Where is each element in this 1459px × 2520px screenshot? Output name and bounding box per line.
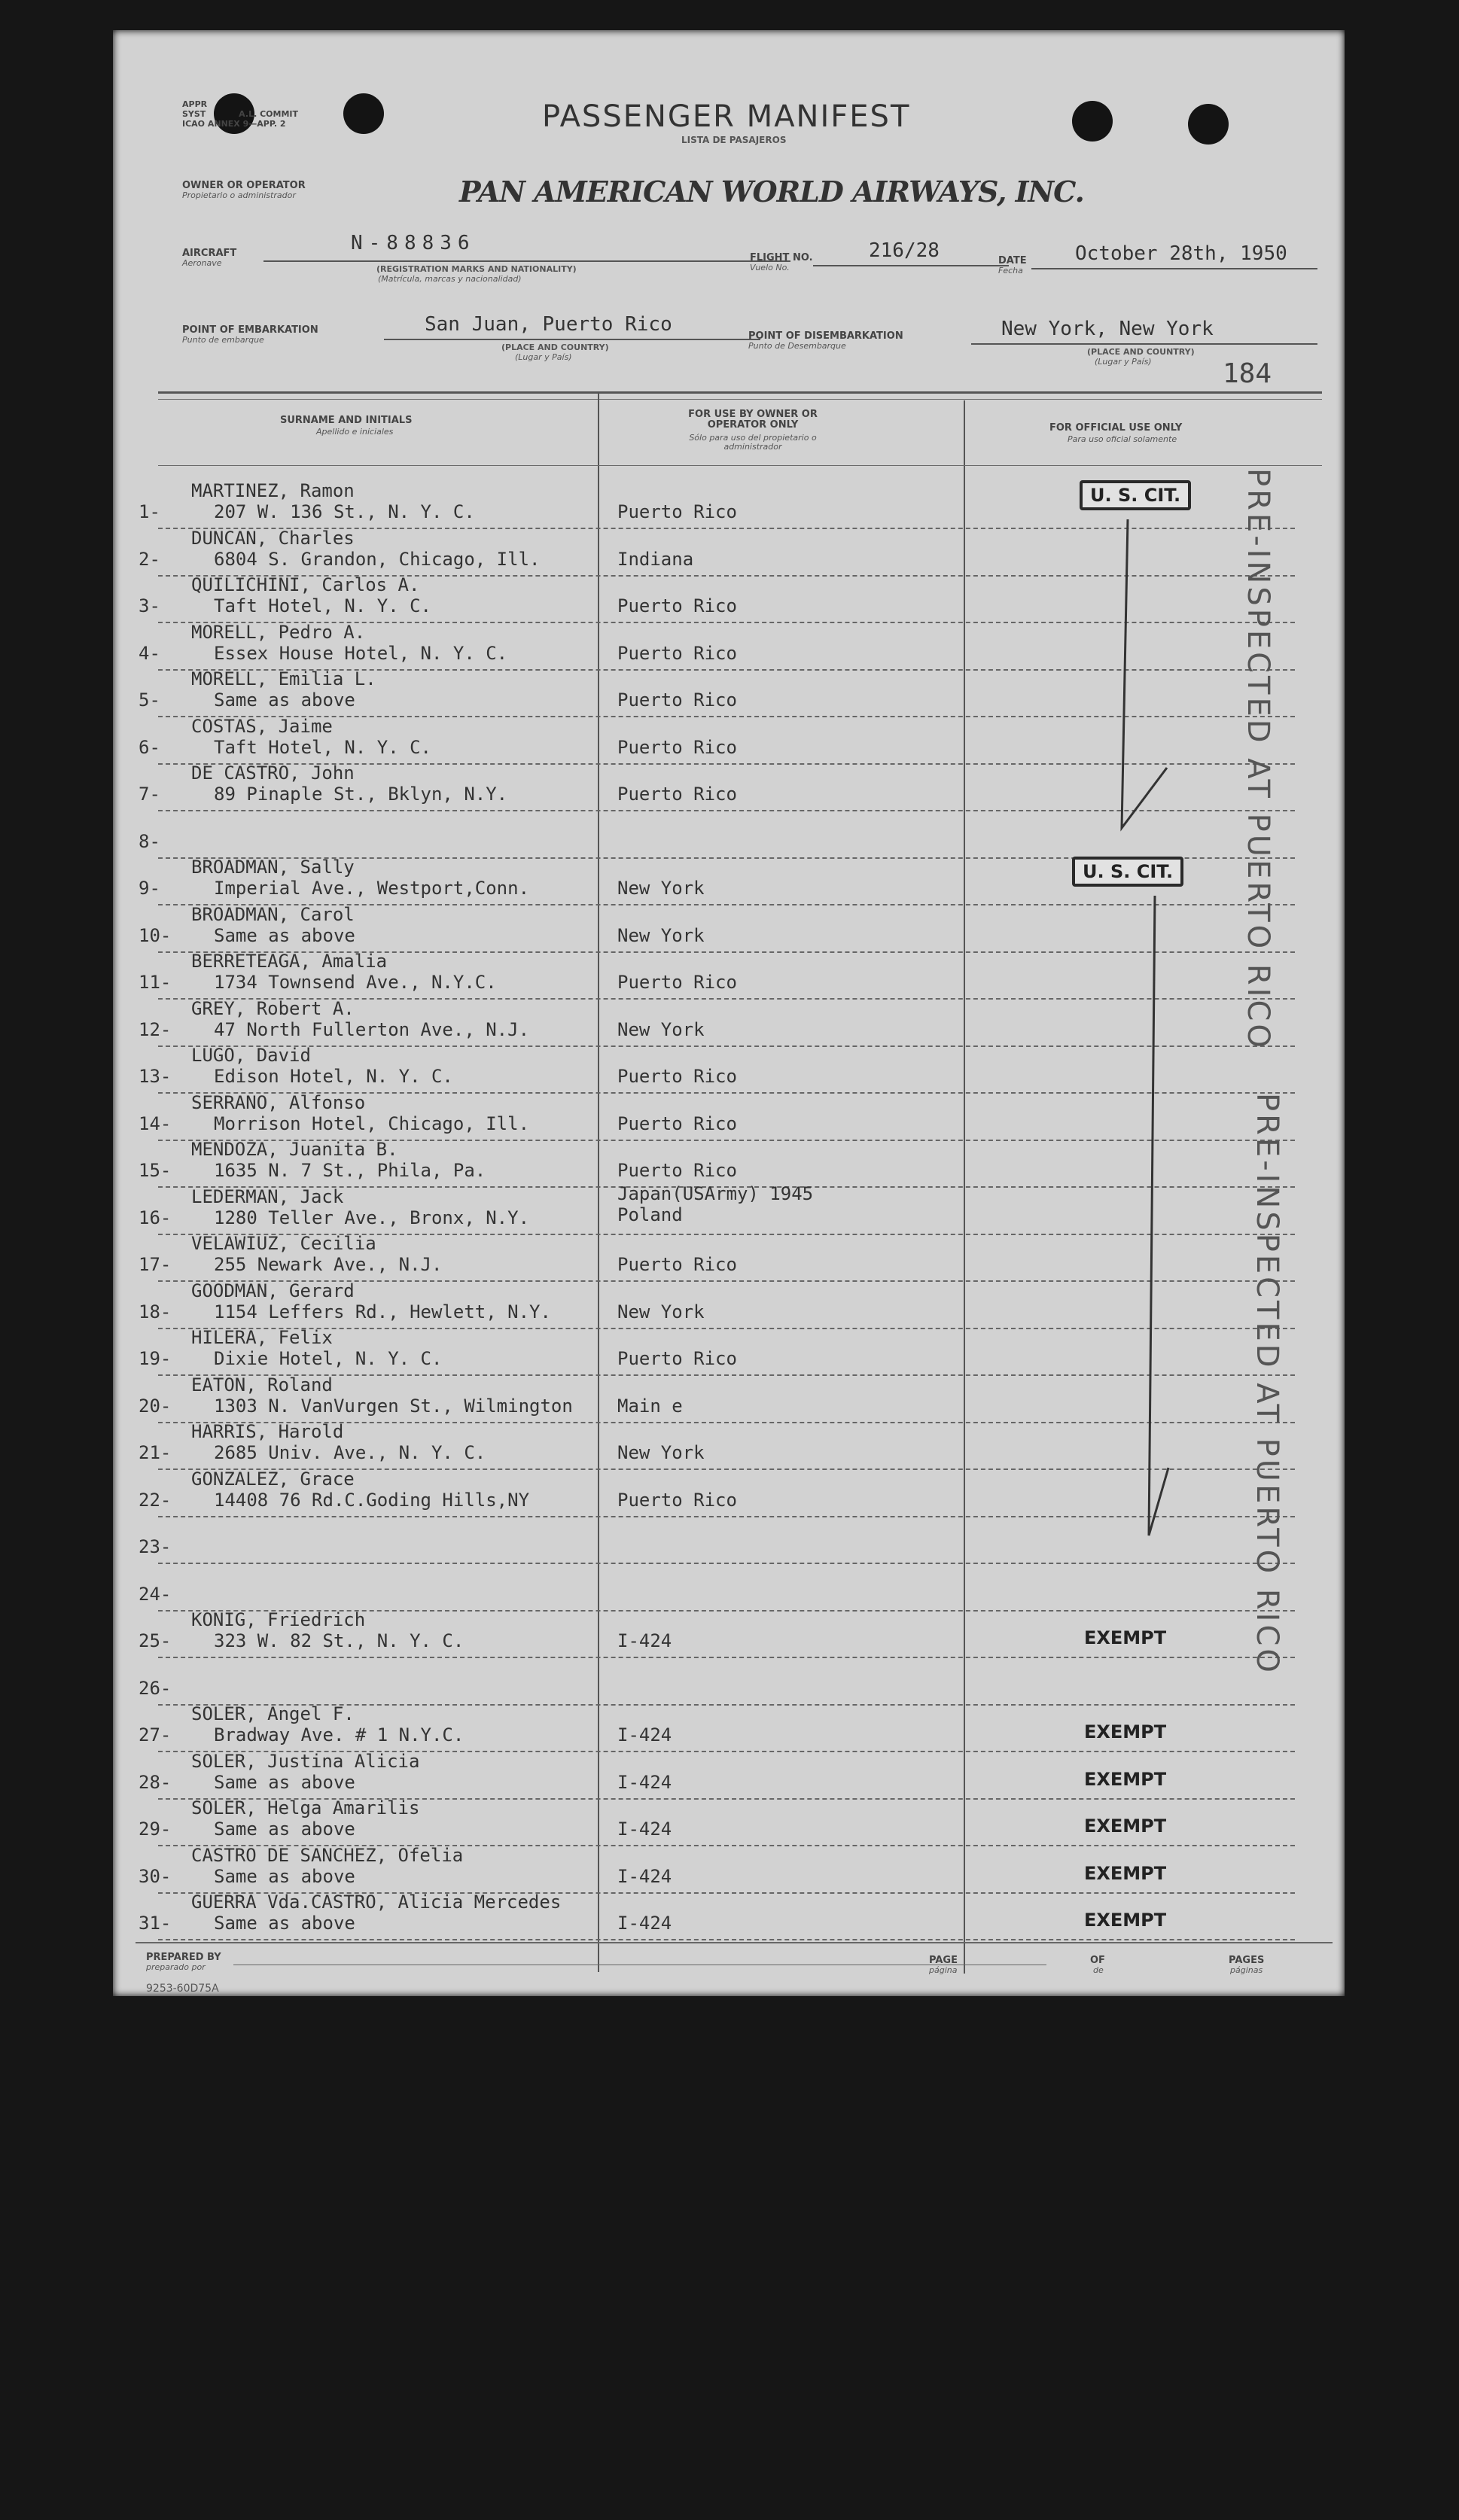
- row-number: 31-: [139, 1913, 172, 1934]
- passenger-address: 89 Pinaple St., Bklyn, N.Y.: [214, 784, 508, 805]
- row-number: 20-: [139, 1395, 172, 1417]
- row-number: 12-: [139, 1019, 172, 1040]
- embark-value: San Juan, Puerto Rico: [425, 313, 672, 336]
- passenger-name: MORELL, Emilia L.: [191, 668, 376, 689]
- row-number: 5-: [139, 689, 160, 711]
- passenger-name: SOLER, Justina Alicia: [191, 1751, 420, 1772]
- passenger-origin: Main e: [617, 1395, 683, 1417]
- approval-line: ICAO ANNEX 9—APP. 2: [182, 119, 286, 129]
- embark-place-sub: (PLACE AND COUNTRY): [501, 342, 609, 352]
- passenger-name: COSTAS, Jaime: [191, 716, 333, 737]
- row-number: 14-: [139, 1113, 172, 1134]
- row-number: 8-: [139, 831, 160, 852]
- passenger-name: VELAWIUZ, Cecilia: [191, 1233, 376, 1254]
- punch-hole-3: [1072, 101, 1113, 142]
- page-number: 184: [1223, 358, 1272, 389]
- row-number: 26-: [139, 1678, 172, 1699]
- passenger-origin: Indiana: [617, 549, 694, 570]
- col-header-surname-es: Apellido e iniciales: [316, 427, 394, 437]
- row-number: 17-: [139, 1254, 172, 1275]
- prepared-by-label-es: preparado por: [146, 1962, 206, 1972]
- passenger-name: GONZALEZ, Grace: [191, 1468, 355, 1490]
- passenger-name: SOLER, Helga Amarilis: [191, 1797, 420, 1818]
- passenger-name: GREY, Robert A.: [191, 998, 355, 1019]
- check-bracket-1: [1092, 512, 1182, 843]
- passenger-name: DE CASTRO, John: [191, 762, 355, 784]
- passenger-name: SOLER, Angel F.: [191, 1703, 355, 1724]
- passenger-origin: Puerto Rico: [617, 1490, 737, 1511]
- col-header-owner-use-text: FOR USE BY OWNER OR OPERATOR ONLY: [688, 409, 818, 431]
- embark-label: POINT OF EMBARKATION: [182, 324, 318, 336]
- passenger-origin: Puerto Rico: [617, 643, 737, 664]
- embark-label-es: Punto de embarque: [182, 335, 264, 345]
- col-header-owner-use-es-text: Sólo para uso del propietario o administrador: [689, 433, 817, 452]
- flight-label-es: Vuelo No.: [750, 263, 790, 272]
- aircraft-value: N-88836: [351, 232, 476, 254]
- of-label: OF: [1090, 1955, 1105, 1966]
- passenger-name: EATON, Roland: [191, 1374, 333, 1395]
- passenger-address: Same as above: [214, 1913, 355, 1934]
- passenger-name: BROADMAN, Sally: [191, 857, 355, 878]
- col-header-official: FOR OFFICIAL USE ONLY: [1049, 422, 1183, 434]
- passenger-origin: I-424: [617, 1866, 672, 1887]
- passenger-origin: Puerto Rico: [617, 784, 737, 805]
- exempt-stamp: EXEMPT: [1084, 1815, 1167, 1837]
- table-row: [113, 1893, 1317, 1940]
- passenger-origin: I-424: [617, 1630, 672, 1651]
- exempt-stamp: EXEMPT: [1084, 1769, 1167, 1790]
- passenger-origin: Puerto Rico: [617, 1160, 737, 1181]
- passenger-address: 1154 Leffers Rd., Hewlett, N.Y.: [214, 1301, 551, 1322]
- passenger-address: 2685 Univ. Ave., N. Y. C.: [214, 1442, 486, 1463]
- flight-label: FLIGHT NO.: [750, 252, 813, 263]
- owner-name: PAN AMERICAN WORLD AIRWAYS, INC.: [459, 175, 1084, 208]
- passenger-address: Same as above: [214, 1772, 355, 1793]
- passenger-address: Bradway Ave. # 1 N.Y.C.: [214, 1724, 465, 1745]
- passenger-address: 255 Newark Ave., N.J.: [214, 1254, 443, 1275]
- punch-hole-2: [343, 93, 384, 134]
- row-number: 21-: [139, 1442, 172, 1463]
- passenger-origin: Puerto Rico: [617, 1348, 737, 1369]
- passenger-address: 1734 Townsend Ave., N.Y.C.: [214, 972, 497, 993]
- approval-line: APPR: [182, 99, 208, 109]
- table-row: [113, 1752, 1317, 1800]
- table-row: [113, 1799, 1317, 1846]
- row-number: 27-: [139, 1724, 172, 1745]
- approval-line: SYST: [182, 109, 206, 119]
- passenger-name: BERRETEAGA, Amalia: [191, 951, 388, 972]
- passenger-name: MENDOZA, Juanita B.: [191, 1139, 398, 1160]
- passenger-address: Same as above: [214, 689, 355, 711]
- disembark-place-sub-es: (Lugar y País): [1095, 357, 1152, 367]
- row-number: 18-: [139, 1301, 172, 1322]
- passenger-name: KONIG, Friedrich: [191, 1609, 366, 1630]
- passenger-address: Imperial Ave., Westport,Conn.: [214, 878, 530, 899]
- passenger-address: 323 W. 82 St., N. Y. C.: [214, 1630, 465, 1651]
- date-label: DATE: [998, 255, 1027, 266]
- col-header-surname: SURNAME AND INITIALS: [280, 415, 413, 426]
- passenger-name: DUNCAN, Charles: [191, 528, 355, 549]
- col-header-owner-use-es: [670, 434, 836, 452]
- passenger-address: 207 W. 136 St., N. Y. C.: [214, 501, 475, 522]
- passenger-origin: New York: [617, 1301, 705, 1322]
- row-number: 9-: [139, 878, 160, 899]
- aircraft-label-es: Aeronave: [182, 258, 222, 268]
- pages-label-es: páginas: [1230, 1965, 1263, 1975]
- exempt-stamp: EXEMPT: [1084, 1627, 1167, 1648]
- of-label-es: de: [1093, 1965, 1104, 1975]
- passenger-address: Essex House Hotel, N. Y. C.: [214, 643, 508, 664]
- passenger-address: 1635 N. 7 St., Phila, Pa.: [214, 1160, 486, 1181]
- row-number: 24-: [139, 1584, 172, 1605]
- passenger-address: 1280 Teller Ave., Bronx, N.Y.: [214, 1207, 530, 1228]
- passenger-origin: Puerto Rico: [617, 1113, 737, 1134]
- disembark-label: POINT OF DISEMBARKATION: [748, 330, 903, 342]
- form-number: 9253-60D75A: [146, 1983, 219, 1995]
- approval-line: A.L. COMMIT: [239, 109, 298, 119]
- aircraft-sub-es: (Matrícula, marcas y nacionalidad): [378, 274, 522, 284]
- passenger-address: Same as above: [214, 925, 355, 946]
- passenger-address: Dixie Hotel, N. Y. C.: [214, 1348, 443, 1369]
- table-row: [113, 1705, 1317, 1752]
- flight-value: 216/28: [869, 239, 940, 262]
- uscit-stamp-2: U. S. CIT.: [1072, 857, 1183, 887]
- prepared-by-label: PREPARED BY: [146, 1952, 221, 1963]
- date-value: October 28th, 1950: [1075, 242, 1287, 265]
- row-number: 1-: [139, 501, 160, 522]
- row-number: 4-: [139, 643, 160, 664]
- passenger-origin: I-424: [617, 1772, 672, 1793]
- passenger-name: MORELL, Pedro A.: [191, 622, 366, 643]
- row-number: 3-: [139, 595, 160, 616]
- passenger-address: Same as above: [214, 1818, 355, 1840]
- passenger-name: HILERA, Felix: [191, 1327, 333, 1348]
- passenger-origin: Puerto Rico: [617, 1066, 737, 1087]
- passenger-origin: Puerto Rico: [617, 689, 737, 711]
- row-number: 25-: [139, 1630, 172, 1651]
- punch-hole-4: [1188, 104, 1229, 145]
- passenger-origin: Puerto Rico: [617, 501, 737, 522]
- passenger-name: SERRANO, Alfonso: [191, 1092, 366, 1113]
- passenger-name: GOODMAN, Gerard: [191, 1280, 355, 1301]
- passenger-origin: New York: [617, 1019, 705, 1040]
- uscit-stamp-1: U. S. CIT.: [1080, 480, 1191, 510]
- preinspected-stamp-1: PRE-INSPECTED AT PUERTO RICO: [1241, 468, 1275, 1051]
- passenger-name: BROADMAN, Carol: [191, 904, 355, 925]
- approval-block: [182, 99, 298, 129]
- aircraft-label: AIRCRAFT: [182, 248, 237, 259]
- passenger-origin: I-424: [617, 1913, 672, 1934]
- row-number: 19-: [139, 1348, 172, 1369]
- aircraft-sub: (REGISTRATION MARKS AND NATIONALITY): [376, 264, 577, 274]
- manifest-sheet: [113, 30, 1345, 1996]
- row-number: 22-: [139, 1490, 172, 1511]
- disembark-value: New York, New York: [1001, 318, 1214, 340]
- passenger-origin: Puerto Rico: [617, 972, 737, 993]
- passenger-address: Morrison Hotel, Chicago, Ill.: [214, 1113, 530, 1134]
- exempt-stamp: EXEMPT: [1084, 1721, 1167, 1742]
- passenger-address: Same as above: [214, 1866, 355, 1887]
- col-header-owner-use: [670, 409, 836, 431]
- row-number: 16-: [139, 1207, 172, 1228]
- row-number: 23-: [139, 1536, 172, 1557]
- row-number: 15-: [139, 1160, 172, 1181]
- embark-place-sub-es: (Lugar y País): [515, 352, 572, 362]
- check-bracket-2: [1092, 888, 1182, 1551]
- col-header-official-es: Para uso oficial solamente: [1068, 434, 1177, 444]
- exempt-stamp: EXEMPT: [1084, 1863, 1167, 1884]
- row-number: 7-: [139, 784, 160, 805]
- passenger-address: 47 North Fullerton Ave., N.J.: [214, 1019, 530, 1040]
- date-label-es: Fecha: [998, 266, 1023, 275]
- owner-label-es: Propietario o administrador: [182, 190, 296, 200]
- exempt-stamp: EXEMPT: [1084, 1910, 1167, 1931]
- passenger-name: LEDERMAN, Jack: [191, 1186, 344, 1207]
- passenger-name: CASTRO DE SANCHEZ, Ofelia: [191, 1845, 464, 1866]
- passenger-origin: Puerto Rico: [617, 1254, 737, 1275]
- passenger-name: MARTINEZ, Ramon: [191, 480, 355, 501]
- row-number: 13-: [139, 1066, 172, 1087]
- pages-label: PAGES: [1229, 1955, 1265, 1966]
- passenger-name: HARRIS, Harold: [191, 1421, 344, 1442]
- passenger-address: Edison Hotel, N. Y. C.: [214, 1066, 453, 1087]
- preinspected-stamp-2: PRE-INSPECTED AT PUERTO RICO: [1250, 1093, 1284, 1675]
- page-title-es: LISTA DE PASAJEROS: [681, 135, 787, 145]
- passenger-origin: Puerto Rico: [617, 595, 737, 616]
- passenger-origin: New York: [617, 1442, 705, 1463]
- row-number: 10-: [139, 925, 172, 946]
- passenger-name: LUGO, David: [191, 1045, 311, 1066]
- row-number: 6-: [139, 737, 160, 758]
- disembark-label-es: Punto de Desembarque: [748, 341, 846, 351]
- passenger-origin: I-424: [617, 1818, 672, 1840]
- passenger-name: QUILICHINI, Carlos A.: [191, 574, 420, 595]
- table-row: [113, 1564, 1317, 1612]
- page-label: PAGE: [929, 1955, 958, 1966]
- passenger-address: Taft Hotel, N. Y. C.: [214, 595, 431, 616]
- row-number: 2-: [139, 549, 160, 570]
- passenger-address: Taft Hotel, N. Y. C.: [214, 737, 431, 758]
- owner-label: OWNER OR OPERATOR: [182, 180, 306, 191]
- passenger-origin: Japan(USArmy) 1945 Poland: [617, 1183, 814, 1225]
- passenger-address: 14408 76 Rd.C.Goding Hills,NY: [214, 1490, 530, 1511]
- passenger-origin: I-424: [617, 1724, 672, 1745]
- page-label-es: página: [929, 1965, 958, 1975]
- table-row: [113, 1611, 1317, 1658]
- row-number: 28-: [139, 1772, 172, 1793]
- table-row: [113, 1846, 1317, 1894]
- passenger-origin: Puerto Rico: [617, 737, 737, 758]
- passenger-origin: New York: [617, 925, 705, 946]
- passenger-address: 6804 S. Grandon, Chicago, Ill.: [214, 549, 541, 570]
- table-row: [113, 1658, 1317, 1706]
- page-title: PASSENGER MANIFEST: [542, 99, 911, 134]
- passenger-name: GUERRA Vda.CASTRO, Alicia Mercedes: [191, 1892, 562, 1913]
- passenger-origin: New York: [617, 878, 705, 899]
- disembark-place-sub: (PLACE AND COUNTRY): [1087, 347, 1195, 357]
- row-divider: [158, 1939, 1295, 1940]
- row-number: 11-: [139, 972, 172, 993]
- row-number: 30-: [139, 1866, 172, 1887]
- passenger-address: 1303 N. VanVurgen St., Wilmington: [214, 1395, 573, 1417]
- row-number: 29-: [139, 1818, 172, 1840]
